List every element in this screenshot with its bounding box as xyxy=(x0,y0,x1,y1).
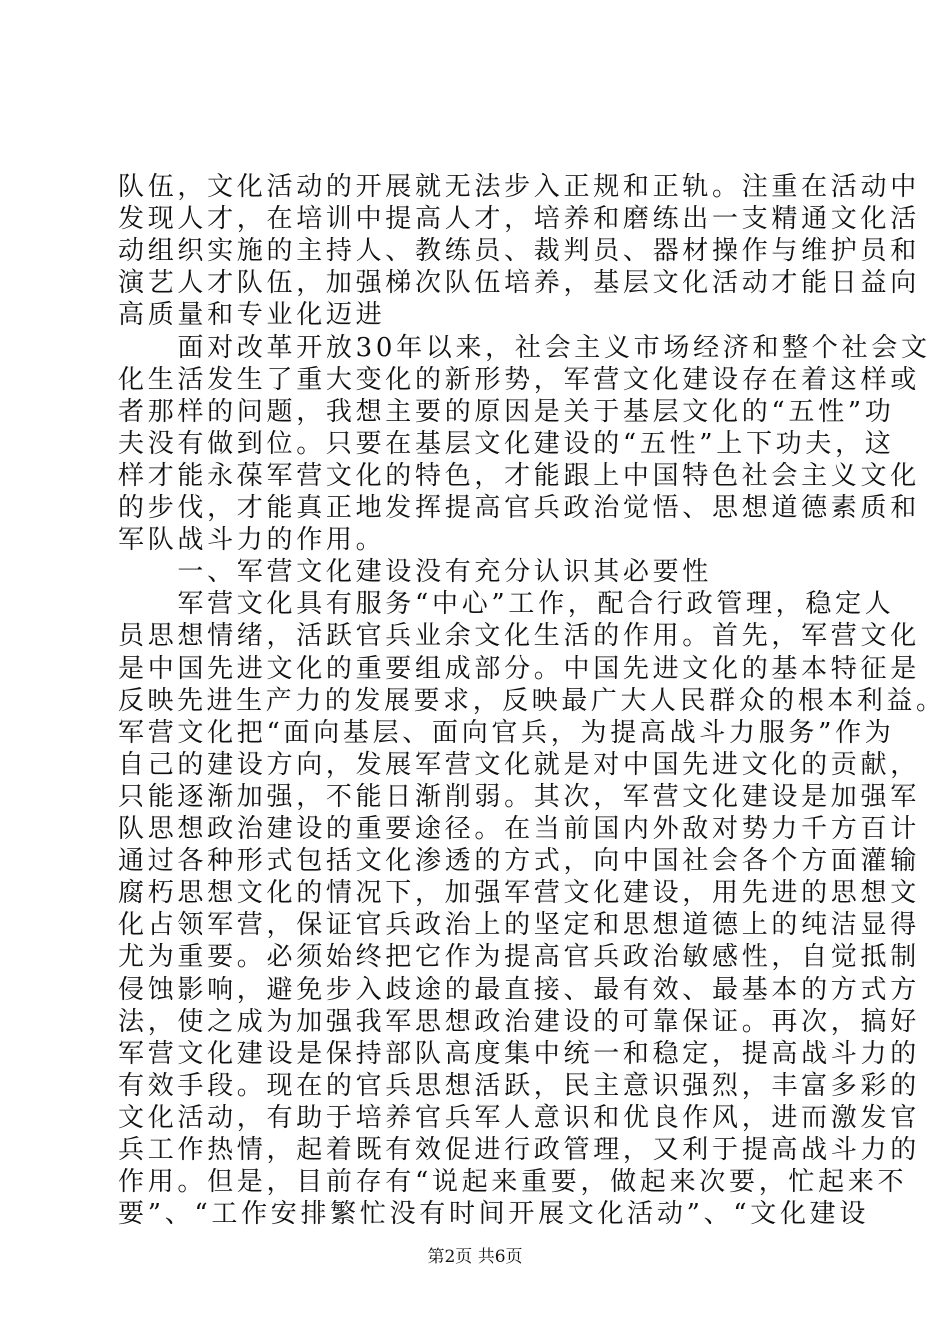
text-line: 有效手段。现在的官兵思想活跃，民主意识强烈，丰富多彩的 xyxy=(118,1070,920,1101)
text-line: 队伍，文化活动的开展就无法步入正规和正轨。注重在活动中 xyxy=(118,172,920,202)
text-line: 军营文化建设是保持部队高度集中统一和稳定，提高战斗力的 xyxy=(118,1038,920,1069)
text-line: 队思想政治建设的重要途径。在当前国内外敌对势力千方百计 xyxy=(118,814,920,844)
text-line: 是中国先进文化的重要组成部分。中国先进文化的基本特征是 xyxy=(118,653,920,684)
text-line: 反映先进生产力的发展要求，反映最广大人民群众的根本利益。 xyxy=(118,685,946,716)
text-line: 员思想情绪，活跃官兵业余文化生活的作用。首先，军营文化 xyxy=(118,621,920,652)
text-line: 军营文化把“面向基层、面向官兵，为提高战斗力服务”作为 xyxy=(118,717,895,748)
text-line: 要”、“工作安排繁忙没有时间开展文化活动”、“文化建设 xyxy=(118,1199,870,1230)
text-line: 自己的建设方向，发展军营文化就是对中国先进文化的贡献， xyxy=(118,749,920,780)
text-line: 化占领军营，保证官兵政治上的坚定和思想道德上的纯洁显得 xyxy=(118,910,920,941)
text-line: 侵蚀影响，避免步入歧途的最直接、最有效、最基本的方式方 xyxy=(118,974,920,1005)
text-line: 高质量和专业化迈进 xyxy=(118,300,386,331)
text-line: 通过各种形式包括文化渗透的方式，向中国社会各个方面灌输 xyxy=(118,846,920,877)
text-line: 兵工作热情，起着既有效促进行政管理，又利于提高战斗力的 xyxy=(118,1135,920,1165)
text-line: 演艺人才队伍，加强梯次队伍培养，基层文化活动才能日益向 xyxy=(118,268,920,299)
text-line: 发现人才，在培训中提高人才，培养和磨练出一支精通文化活 xyxy=(118,204,920,235)
text-line: 腐朽思想文化的情况下，加强军营文化建设，用先进的思想文 xyxy=(118,878,920,909)
text-line: 法，使之成为加强我军思想政治建设的可靠保证。再次，搞好 xyxy=(118,1006,920,1037)
text-line: 只能逐渐加强，不能日渐削弱。其次，军营文化建设是加强军 xyxy=(118,781,920,812)
text-line: 的步伐，才能真正地发挥提高官兵政治觉悟、思想道德素质和 xyxy=(118,493,920,523)
text-line: 样才能永葆军营文化的特色，才能跟上中国特色社会主义文化 xyxy=(118,460,920,491)
page-footer: 第2页 共6页 xyxy=(427,1247,523,1267)
text-line: 化生活发生了重大变化的新形势，军营文化建设存在着这样或 xyxy=(118,364,920,395)
text-line: 动组织实施的主持人、教练员、裁判员、器材操作与维护员和 xyxy=(118,236,920,267)
text-line: 军营文化具有服务“中心”工作，配合行政管理，稳定人 xyxy=(118,589,895,620)
text-line: 者那样的问题，我想主要的原因是关于基层文化的“五性”功 xyxy=(118,396,895,427)
text-line: 面对改革开放30年以来，社会主义市场经济和整个社会文 xyxy=(118,332,931,363)
text-line: 作用。但是，目前存有“说起来重要，做起来次要，忙起来不 xyxy=(118,1167,908,1198)
text-line: 一、军营文化建设没有充分认识其必要性 xyxy=(118,557,713,588)
text-line: 军队战斗力的作用。 xyxy=(118,525,386,556)
text-line: 文化活动，有助于培养官兵军人意识和优良作风，进而激发官 xyxy=(118,1102,920,1133)
text-line: 尤为重要。必须始终把它作为提高官兵政治敏感性，自觉抵制 xyxy=(118,942,920,973)
text-line: 夫没有做到位。只要在基层文化建设的“五性”上下功夫，这 xyxy=(118,428,895,459)
